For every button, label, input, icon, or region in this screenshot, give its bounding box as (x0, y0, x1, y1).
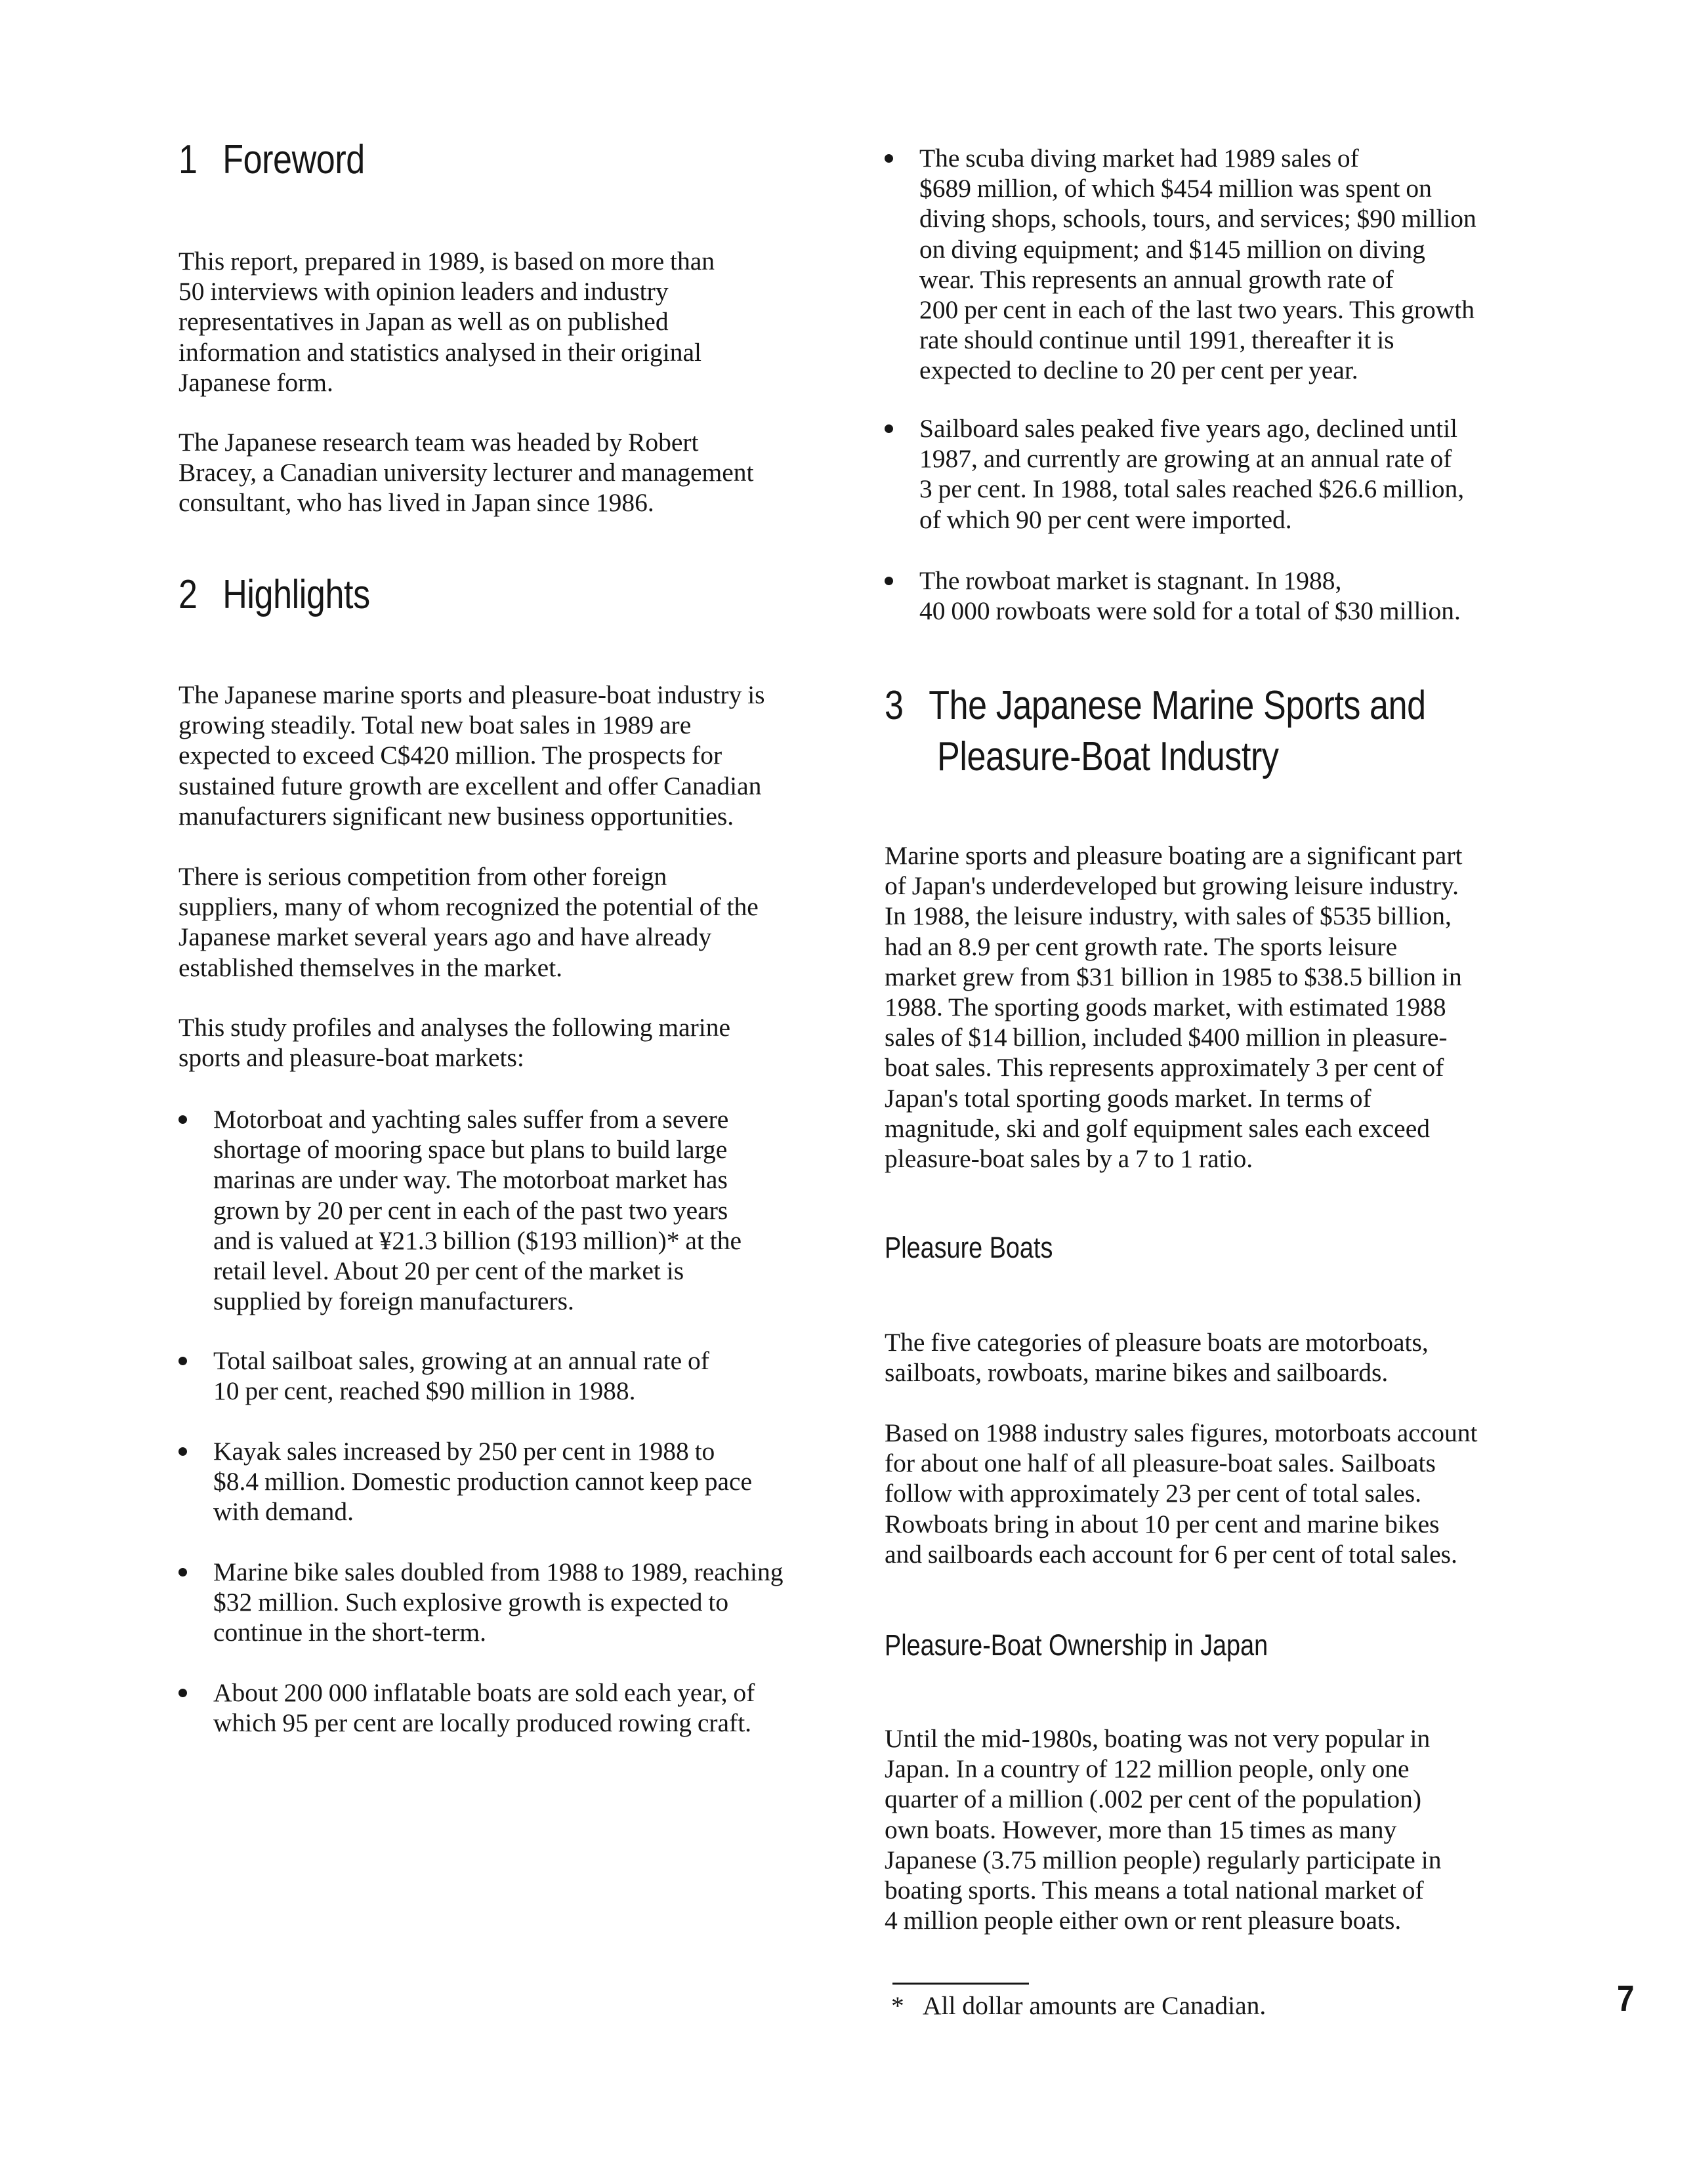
bullet-text: Motorboat and yachting sales suffer from a severe shortage of mooring space but plans to build large marinas are under way. The motorboat market has grown by 20 per cent in each of the past two years and is valued at ¥21.3 billion ($193 million)* at the retail level. About 20 per cent of the market is supplied by foreign manufacturers. (213, 1105, 742, 1316)
bullet-icon (178, 1447, 187, 1456)
ownership-paragraph: Until the mid-1980s, boating was not very popular in Japan. In a country of 122 million people, only one quarter of a million (.002 per cent of the population) own boats. However, more than 15 times as many Japanese (3.75 million people) regularly participate in boating sports. This means a total national market of 4 million people either own or rent pleasure boats. (885, 1724, 1442, 1935)
bullet-icon (885, 577, 893, 585)
bullet-text: The rowboat market is stagnant. In 1988, 40 000 rowboats were sold for a total of $30 million. (919, 566, 1461, 626)
highlights-bullet-inflatable (178, 1678, 755, 1738)
bullet-icon (178, 1357, 187, 1365)
page-number: 7 (1617, 1977, 1635, 2019)
highlights-bullet-motorboat (178, 1104, 742, 1316)
highlights-bullet-scuba (885, 143, 1476, 386)
section-number: 2 (178, 572, 198, 617)
footnote (891, 1990, 1266, 2021)
section-title: Foreword (222, 137, 365, 182)
bullet-text: Total sailboat sales, growing at an annual rate of 10 per cent, reached $90 million in 1988. (213, 1346, 709, 1406)
highlights-bullet-sailboard (885, 413, 1464, 535)
foreword-paragraph-2: The Japanese research team was headed by Robert Bracey, a Canadian university lecturer and management consultant, who has lived in Japan since 1986. (178, 428, 754, 518)
section-number: 1 (178, 137, 198, 182)
industry-paragraph: Marine sports and pleasure boating are a significant part of Japan's underdeveloped but growing leisure industry. In 1988, the leisure industry, with sales of $535 billion, had an 8.9 per cent growth rate. The sports leisure market grew from $31 billion in 1985 to $38.5 billion in 1988. The sporting goods market, with estimated 1988 sales of $14 billion, included $400 million in pleasure- boat sales. This represents approximately 3 per cent of Japan's total sporting goods market. In terms of magnitude, ski and golf equipment sales each exceed pleasure-boat sales by a 7 to 1 ratio. (885, 841, 1463, 1174)
highlights-bullet-kayak (178, 1436, 752, 1527)
bullet-text: The scuba diving market had 1989 sales of $689 million, of which $454 million was spent on diving shops, schools, tours, and services; $90 million on diving equipment; and $145 million on diving wear. This represents an annual growth rate of 200 per cent in each of the last two years. This growth rate should continue until 1991, thereafter it is expected to decline to 20 per cent per year. (919, 144, 1476, 385)
bullet-icon (178, 1568, 187, 1576)
section-title: Highlights (222, 572, 370, 617)
pleasure-boats-heading: Pleasure Boats (885, 1231, 1053, 1264)
highlights-bullet-sailboat (178, 1346, 709, 1406)
bullet-icon (178, 1689, 187, 1697)
bullet-icon (178, 1115, 187, 1124)
footnote-marker: * (891, 1991, 904, 2020)
highlights-heading (178, 573, 370, 617)
foreword-heading (178, 138, 365, 182)
bullet-text: Marine bike sales doubled from 1988 to 1989, reaching $32 million. Such explosive growth is expected to continue in the short-term. (213, 1557, 784, 1647)
highlights-paragraph-2: There is serious competition from other foreign suppliers, many of whom recognized the potential of the Japanese market several years ago and have already established themselves in the market. (178, 862, 759, 982)
industry-heading-line-2: Pleasure-Boat Industry (937, 734, 1279, 779)
section-number: 3 (885, 683, 904, 728)
footnote-rule (892, 1983, 1029, 1985)
bullet-icon (885, 424, 893, 433)
bullet-icon (885, 154, 893, 163)
bullet-text: About 200 000 inflatable boats are sold each year, of which 95 per cent are locally produced rowing craft. (213, 1678, 755, 1738)
highlights-bullet-marine-bike (178, 1557, 783, 1648)
highlights-paragraph-1: The Japanese marine sports and pleasure-boat industry is growing steadily. Total new boat sales in 1989 are expected to exceed C$420 million. The prospects for sustained future growth are excellent and offer Canadian manufacturers significant new business opportunities. (178, 680, 765, 831)
footnote-text: All dollar amounts are Canadian. (923, 1991, 1266, 2020)
ownership-heading: Pleasure-Boat Ownership in Japan (885, 1628, 1268, 1662)
bullet-text: Sailboard sales peaked five years ago, declined until 1987, and currently are growing at an annual rate of 3 per cent. In 1988, total sales reached $26.6 million, of which 90 per cent were imported. (919, 414, 1465, 534)
pleasure-boats-paragraph-2: Based on 1988 industry sales figures, motorboats account for about one half of all pleasure-boat sales. Sailboats follow with approximately 23 per cent of total sales. Rowboats bring in about 10 per cent and marine bikes and sailboards each account for 6 per cent of total sales. (885, 1418, 1478, 1569)
pleasure-boats-paragraph-1: The five categories of pleasure boats are motorboats, sailboats, rowboats, marine bikes and sailboards. (885, 1328, 1429, 1388)
highlights-paragraph-3: This study profiles and analyses the following marine sports and pleasure-boat markets: (178, 1013, 730, 1073)
industry-heading (885, 684, 1426, 728)
highlights-bullet-rowboat (885, 566, 1461, 626)
section-title-line-1: The Japanese Marine Sports and (929, 683, 1426, 728)
bullet-text: Kayak sales increased by 250 per cent in 1988 to $8.4 million. Domestic production cannot keep pace with demand. (213, 1437, 753, 1527)
foreword-paragraph-1: This report, prepared in 1989, is based on more than 50 interviews with opinion leaders and industry representatives in Japan as well as on published information and statistics analysed in their original Japanese form. (178, 247, 715, 397)
